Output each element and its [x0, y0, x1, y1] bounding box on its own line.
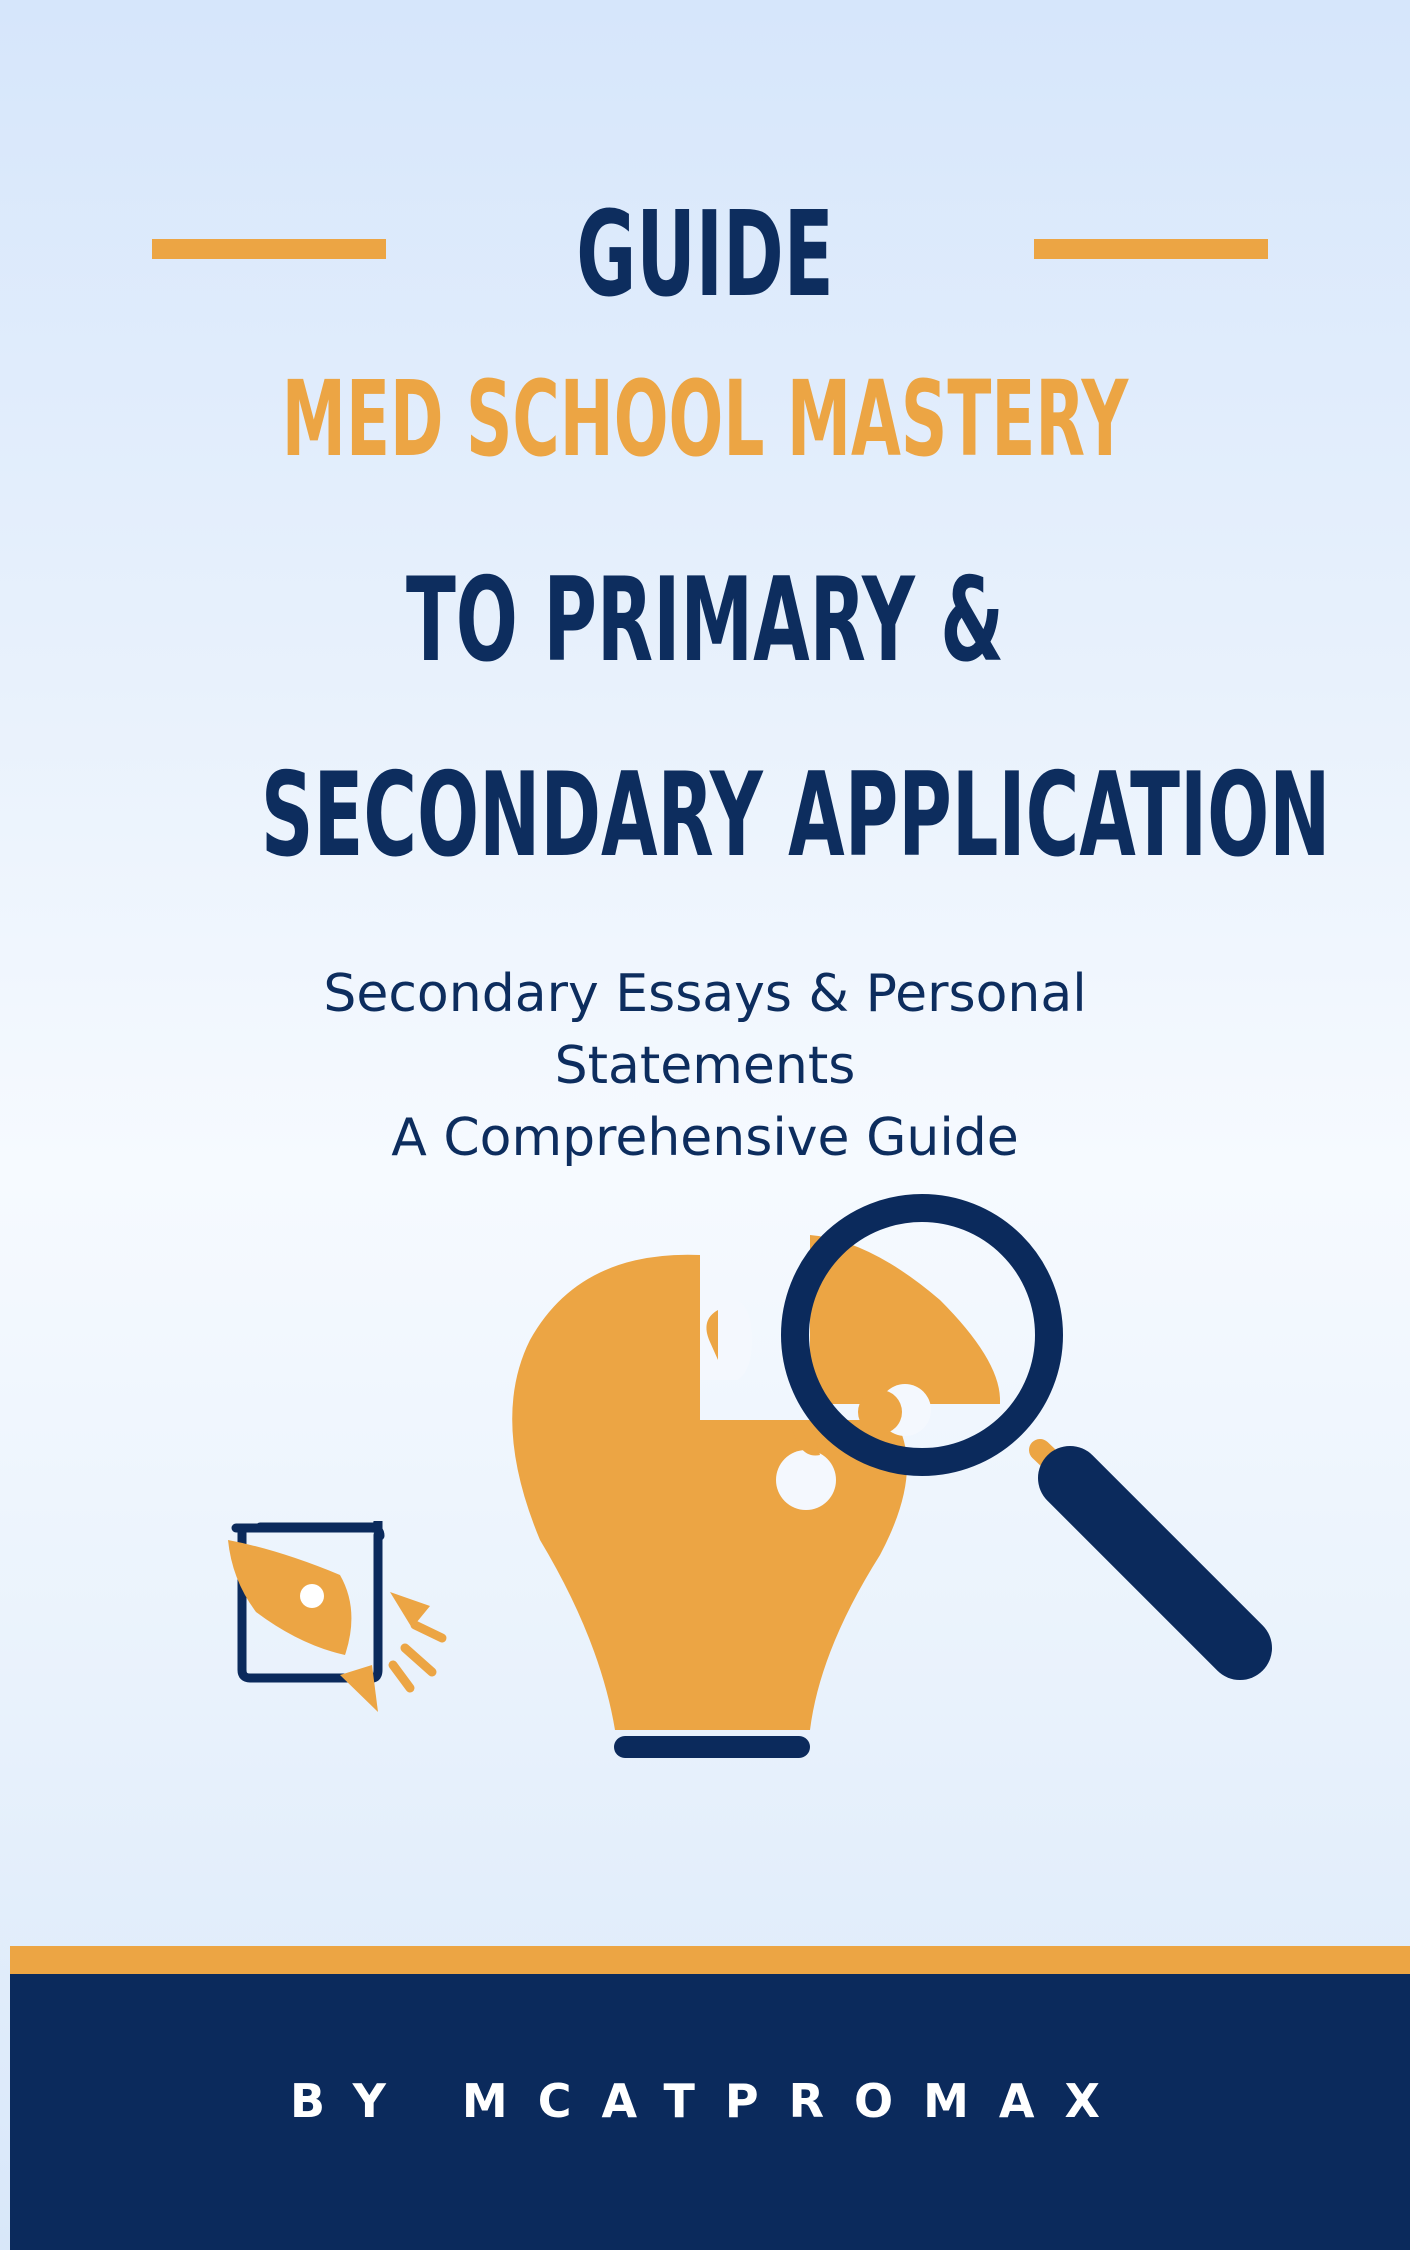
book-title-line-2: SECONDARY APPLICATION — [260, 748, 1331, 883]
footer-band — [10, 1974, 1410, 2250]
subtitle — [0, 958, 1410, 1174]
rocket-launch-icon — [228, 1521, 442, 1712]
cover-label: GUIDE — [576, 185, 834, 323]
footer-accent-stripe — [10, 1946, 1410, 1974]
lightbulb-puzzle-icon — [512, 1195, 1000, 1760]
author-byline: BY MCATPROMAX — [290, 2074, 1130, 2128]
cover-illustration — [0, 1170, 1410, 1760]
subtitle-line-3: A Comprehensive Guide — [391, 1108, 1019, 1168]
subtitle-line-2: Statements — [554, 1036, 856, 1096]
series-title: MED SCHOOL MASTERY — [281, 358, 1129, 480]
book-title-line-1: TO PRIMARY & — [405, 553, 1005, 688]
subtitle-line-1: Secondary Essays & Personal — [323, 964, 1087, 1024]
